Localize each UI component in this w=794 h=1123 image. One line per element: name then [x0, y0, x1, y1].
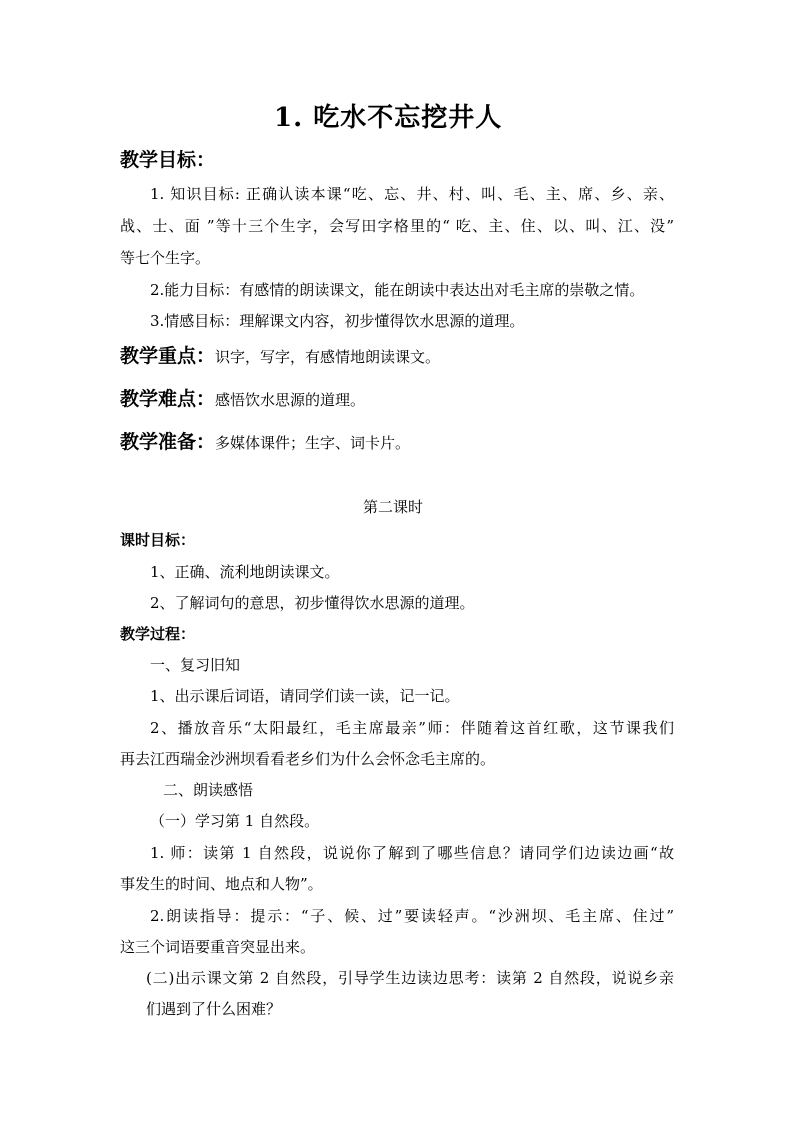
- step-2-line-1: 2.朗读指导：提示：“子、候、过”要读轻声。“沙洲坝、毛主席、住过”: [150, 907, 674, 925]
- step-2-line-2: 这三个词语要重音突显出来。: [120, 938, 316, 956]
- part-2-line-1: (二)出示课文第 2 自然段，引导学生边读边思考：读第 2 自然段，说说乡亲: [146, 969, 674, 987]
- goal-1-line-1: 1. 知识目标: 正确认读本课“吃、忘、井、村、叫、毛、主、席、乡、亲、: [150, 185, 674, 203]
- goal-1-line-3: 等七个生字。: [120, 249, 211, 267]
- review-step-2-line-2: 再去江西瑞金沙洲坝看看老乡们为什么会怀念毛主席的。: [120, 750, 496, 768]
- step-1-line-1: 1. 师：读第 1 自然段，说说你了解到了哪些信息？请同学们边读边画“故: [150, 844, 674, 862]
- lesson-objectives-heading: 课时目标：: [120, 531, 196, 549]
- goal-1-line-2: 战、士、面 ”等十三个生字，会写田字格里的“ 吃、主、住、以、叫、江、没”: [120, 217, 674, 235]
- preparation-text: 多媒体课件；生字、词卡片。: [215, 434, 411, 452]
- reading-heading: 二、朗读感悟: [163, 781, 254, 799]
- study-paragraph-1: （一）学习第 1 自然段。: [150, 812, 320, 830]
- difficulties-text: 感悟饮水思源的道理。: [215, 391, 366, 409]
- lesson-objective-1: 1、正确、流利地朗读课文。: [150, 563, 340, 581]
- key-points-text: 识字，写字，有感情地朗读课文。: [215, 348, 441, 366]
- step-1-line-2: 事发生的时间、地点和人物”。: [120, 875, 323, 893]
- second-lesson-heading: 第二课时: [363, 498, 424, 516]
- document-title: 1. 吃水不忘挖井人: [274, 103, 503, 133]
- key-points-row: [120, 344, 440, 368]
- lesson-objective-2: 2、了解词句的意思，初步懂得饮水思源的道理。: [150, 594, 475, 612]
- difficulties-heading: 教学难点：: [120, 388, 216, 410]
- difficulties-row: [120, 387, 365, 411]
- review-step-2-line-1: 2、播放音乐“太阳最红，毛主席最亲”师：伴随着这首红歌，这节课我们: [150, 719, 674, 737]
- preparation-heading: 教学准备：: [120, 431, 216, 453]
- part-2-line-2: 们遇到了什么困难？: [146, 1000, 282, 1018]
- teaching-process-heading: 教学过程：: [120, 625, 196, 643]
- review-heading: 一、复习旧知: [150, 656, 241, 674]
- goal-3: 3.情感目标：理解课文内容，初步懂得饮水思源的道理。: [150, 312, 525, 330]
- teaching-goals-heading: 教学目标：: [120, 149, 216, 171]
- key-points-heading: 教学重点：: [120, 345, 216, 367]
- review-step-1: 1、出示课后词语，请同学们读一读，记一记。: [150, 687, 460, 705]
- preparation-row: [120, 430, 410, 454]
- goal-2: 2.能力目标：有感情的朗读课文，能在朗读中表达出对毛主席的崇敬之情。: [150, 281, 645, 299]
